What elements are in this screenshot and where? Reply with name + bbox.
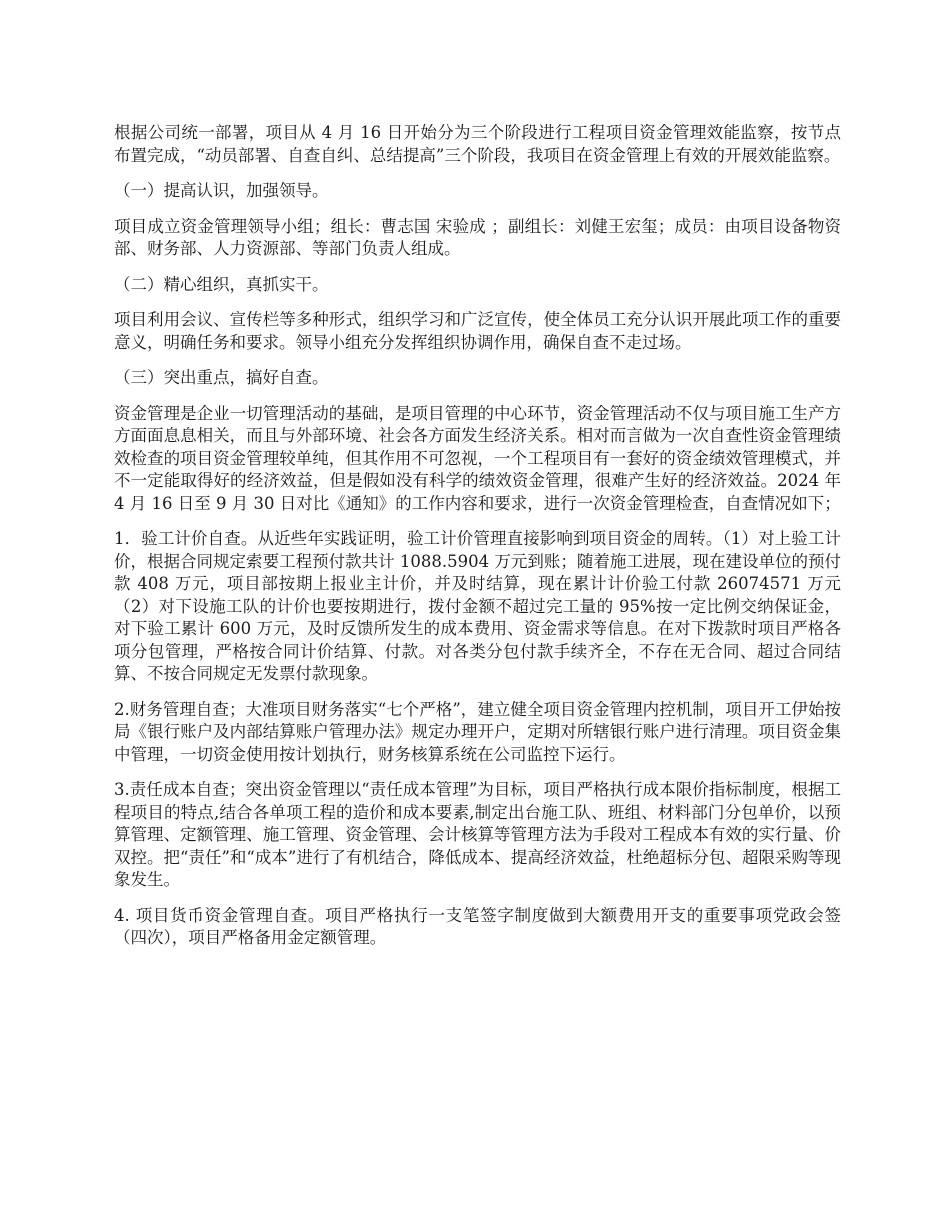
paragraph-fund-management: 资金管理是企业一切管理活动的基础，是项目管理的中心环节，资金管理活动不仅与项目施工生产方方面面息息相关，而且与外部环境、社会各方面发生经济关系。相对而言做为一次自查性资金管理绩效检查的项目资金管理较单纯，但其作用不可忽视，一个工程项目有一套好的资金绩效管理模式，并不一定能取得好的经济效益，但是假如没有科学的绩效资金管理，很难产生好的经济效益。2024 年 4 月 16 日至 9 月 30 日对比《通知》的工作内容和要求，进行一次资金管理检查，自查情况如下； (114, 403, 841, 513)
paragraph-item-2: 2.财务管理自查；大准项目财务落实“七个严格”，建立健全项目资金管理内控机制，项目开工伊始按局《银行账户及内部结算账户管理办法》规定办理开户，定期对所辖银行账户进行清理。项目资金集中管理，一切资金使用按计划执行，财务核算系统在公司监控下运行。 (114, 699, 841, 764)
paragraph-leadership-group: 项目成立资金管理领导小组；组长：曹志国 宋验成 ；副组长：刘健王宏玺；成员：由项目设备物资部、财务部、人力资源部、等部门负责人组成。 (114, 216, 841, 258)
document-body (114, 122, 841, 963)
section-heading-3: （三）突出重点，搞好自查。 (114, 368, 329, 387)
paragraph-item-4: 4. 项目货币资金管理自查。项目严格执行一支笔签字制度做到大额费用开支的重要事项党政会签（四次），项目严格备用金定额管理。 (114, 905, 841, 947)
section-heading-1: （一）提高认识，加强领导。 (114, 181, 329, 200)
paragraph-item-1: 1．验工计价自查。从近些年实践证明，验工计价管理直接影响到项目资金的周转。（1）对上验工计价，根据合同规定索要工程预付款共计 1088.5904 万元到账；随着施工进展，现在建设单位的预付款 408 万元，项目部按期上报业主计价，并及时结算，现在累计计价验工付款 26074571 万元（2）对下设施工队的计价也要按期进行，拨付金额不超过完工量的 95%按一定比例交纳保证金，对下验工累计 600 万元，及时反馈所发生的成本费用、资金需求等信息。在对下拨款时项目严格各项分包管理，严格按合同计价结算、付款。对各类分包付款手续齐全，不存在无合同、超过合同结算、不按合同规定无发票付款现象。 (114, 529, 841, 683)
paragraph-item-3: 3.责任成本自查；突出资金管理以“责任成本管理”为目标，项目严格执行成本限价指标制度，根据工程项目的特点,结合各单项工程的造价和成本要素,制定出台施工队、班组、材料部门分包单价，以预算管理、定额管理、施工管理、资金管理、会计核算等管理方法为手段对工程成本有效的实行量、价双控。把“责任”和“成本”进行了有机结合，降低成本、提高经济效益，杜绝超标分包、超限采购等现象发生。 (114, 780, 841, 889)
section-heading-2: （二）精心组织，真抓实干。 (114, 274, 329, 294)
intro-paragraph: 根据公司统一部署，项目从 4 月 16 日开始分为三个阶段进行工程项目资金管理效能监察，按节点布置完成，“动员部署、自查自纠、总结提高”三个阶段，我项目在资金管理上有效的开展效能监察。 (114, 123, 841, 165)
paragraph-organization: 项目利用会议、宣传栏等多种形式，组织学习和广泛宣传，使全体员工充分认识开展此项工作的重要意义，明确任务和要求。领导小组充分发挥组织协调作用，确保自查不走过场。 (114, 310, 841, 352)
